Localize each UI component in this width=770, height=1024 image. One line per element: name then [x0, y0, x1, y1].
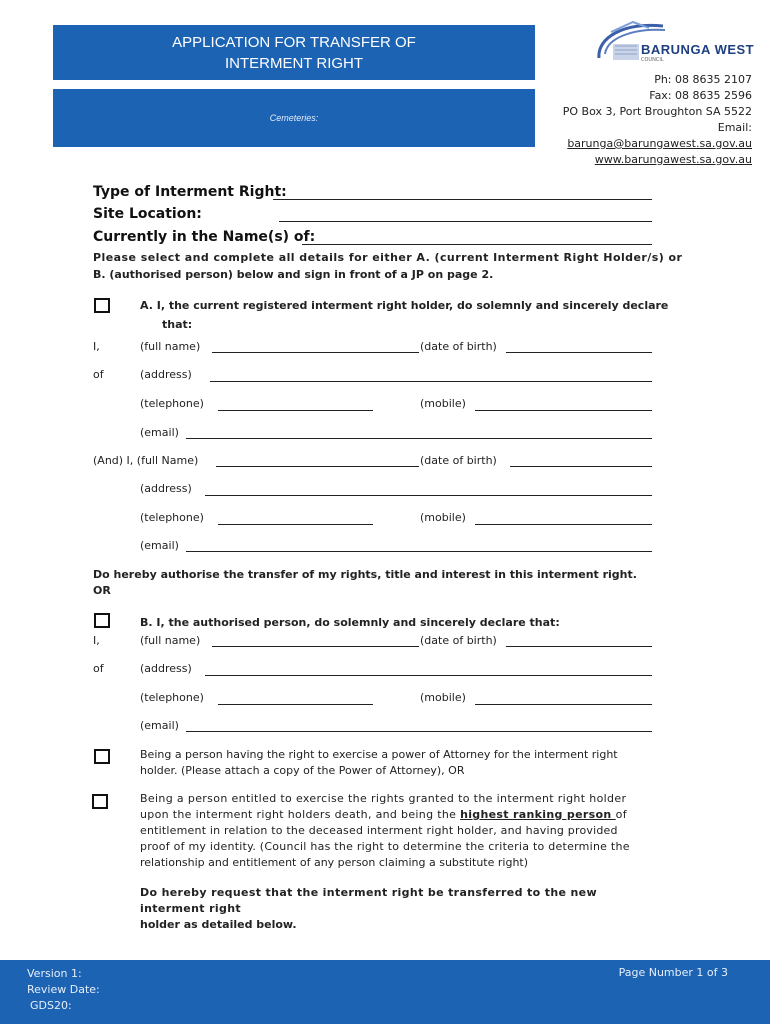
a2-dob-field[interactable]: [510, 466, 652, 467]
attorney-line1: Being a person having the right to exercise a power of Attorney for the interment right: [140, 748, 618, 761]
a2-email-field[interactable]: [186, 551, 652, 552]
a2-full-name-label: (And) I, (full Name): [93, 454, 199, 467]
b-mobile-field[interactable]: [475, 704, 652, 705]
cemeteries-label: Cemeteries:: [269, 113, 319, 123]
b-full-name-label: (full name): [140, 634, 201, 647]
contact-phone: Ph: 08 8635 2107: [654, 73, 752, 86]
b-telephone-field[interactable]: [218, 704, 373, 705]
section-b-checkbox[interactable]: [94, 613, 110, 628]
footer-version: Version 1:: [27, 967, 82, 980]
entitled-line2: [140, 807, 656, 823]
section-a-heading-line2: that:: [162, 318, 193, 331]
contact-block: [563, 72, 752, 168]
form-title-line2: INTERMENT RIGHT: [224, 55, 364, 72]
council-logo: [593, 18, 758, 70]
a-full-name-label: (full name): [140, 340, 201, 353]
a2-dob-label: (date of birth): [420, 454, 497, 467]
a-telephone-field[interactable]: [218, 410, 373, 411]
current-names-label: Currently in the Name(s) of:: [93, 229, 316, 245]
site-location-field[interactable]: [279, 221, 652, 222]
section-a-i-label: I,: [93, 340, 100, 353]
a-email-label: (email): [140, 426, 179, 439]
form-title-line1: APPLICATION FOR TRANSFER OF: [172, 34, 416, 51]
contact-fax: Fax: 08 8635 2596: [649, 89, 752, 102]
section-a-of-label: of: [93, 368, 104, 381]
a-mobile-field[interactable]: [475, 410, 652, 411]
highest-ranking-person: highest ranking person: [460, 808, 616, 821]
footer-review-date: Review Date:: [27, 983, 100, 996]
a-address-label: (address): [140, 368, 192, 381]
b-mobile-label: (mobile): [420, 691, 466, 704]
type-of-interment-label: Type of Interment Right:: [93, 184, 287, 200]
a-dob-label: (date of birth): [420, 340, 497, 353]
section-b-of-label: of: [93, 662, 104, 675]
b-email-field[interactable]: [186, 731, 652, 732]
instruction-line2: B. (authorised person) below and sign in front of a JP on page 2.: [93, 268, 494, 281]
entitled-checkbox[interactable]: [92, 794, 108, 809]
request-text: [140, 885, 656, 933]
attorney-checkbox[interactable]: [94, 749, 110, 764]
a-mobile-label: (mobile): [420, 397, 466, 410]
authorise-text: Do hereby authorise the transfer of my rights, title and interest in this interment right.: [93, 568, 637, 581]
footer-meta: [27, 966, 100, 1014]
a2-email-label: (email): [140, 539, 179, 552]
site-location-label: Site Location:: [93, 206, 202, 222]
section-a-heading-line1: A. I, the current registered interment right holder, do solemnly and sincerely declare: [140, 299, 669, 312]
contact-email-link[interactable]: barunga@barungawest.sa.gov.au: [567, 137, 752, 150]
b-dob-label: (date of birth): [420, 634, 497, 647]
a2-telephone-field[interactable]: [218, 524, 373, 525]
form-title: [53, 25, 535, 80]
page-footer: [0, 960, 770, 1024]
a-dob-field[interactable]: [506, 352, 652, 353]
contact-website-link[interactable]: www.barungawest.sa.gov.au: [594, 153, 752, 166]
request-line2: holder as detailed below.: [140, 918, 297, 931]
a-telephone-label: (telephone): [140, 397, 204, 410]
a-address-field[interactable]: [210, 381, 652, 382]
current-names-field[interactable]: [302, 244, 652, 245]
entitled-line5: relationship and entitlement of any person claiming a substitute right): [140, 856, 529, 869]
b-email-label: (email): [140, 719, 179, 732]
a2-mobile-field[interactable]: [475, 524, 652, 525]
b-full-name-field[interactable]: [212, 646, 419, 647]
a-email-field[interactable]: [186, 438, 652, 439]
a2-address-label: (address): [140, 482, 192, 495]
b-address-field[interactable]: [205, 675, 652, 676]
footer-page-number: Page Number 1 of 3: [618, 966, 728, 979]
cemeteries-field: [53, 89, 535, 147]
instruction-line1: Please select and complete all details for either A. (current Interment Right Holder/s) or: [93, 251, 683, 264]
section-b-heading: B. I, the authorised person, do solemnly and sincerely declare that:: [140, 616, 560, 629]
entitled-option-text: [140, 791, 656, 871]
contact-po-box: PO Box 3, Port Broughton SA 5522: [562, 105, 752, 118]
b-address-label: (address): [140, 662, 192, 675]
entitled-line1: Being a person entitled to exercise the rights granted to the interment right holder: [140, 792, 627, 805]
or-text: OR: [93, 584, 111, 597]
entitled-line3: entitlement in relation to the deceased interment right holder, and having provided: [140, 824, 618, 837]
a2-telephone-label: (telephone): [140, 511, 204, 524]
logo-subtext: COUNCIL: [641, 57, 664, 63]
a2-address-field[interactable]: [205, 495, 652, 496]
section-b-i-label: I,: [93, 634, 100, 647]
request-line1: Do hereby request that the interment right be transferred to the new interment right: [140, 886, 597, 915]
entitled-line2-c: of: [615, 808, 627, 821]
entitled-line4: proof of my identity. (Council has the right to determine the criteria to determine the: [140, 840, 630, 853]
section-a-checkbox[interactable]: [94, 298, 110, 313]
type-of-interment-field[interactable]: [273, 199, 652, 200]
attorney-line2: holder. (Please attach a copy of the Power of Attorney), OR: [140, 764, 465, 777]
attorney-option-text: [140, 747, 656, 779]
footer-code: GDS20:: [30, 999, 72, 1012]
a2-full-name-field[interactable]: [216, 466, 419, 467]
contact-email-label: Email:: [717, 121, 752, 134]
a2-mobile-label: (mobile): [420, 511, 466, 524]
logo-name: BARUNGA WEST: [641, 42, 755, 57]
a-full-name-field[interactable]: [212, 352, 419, 353]
entitled-line2-a: upon the interment right holders death, and being the: [140, 808, 461, 821]
b-dob-field[interactable]: [506, 646, 652, 647]
b-telephone-label: (telephone): [140, 691, 204, 704]
